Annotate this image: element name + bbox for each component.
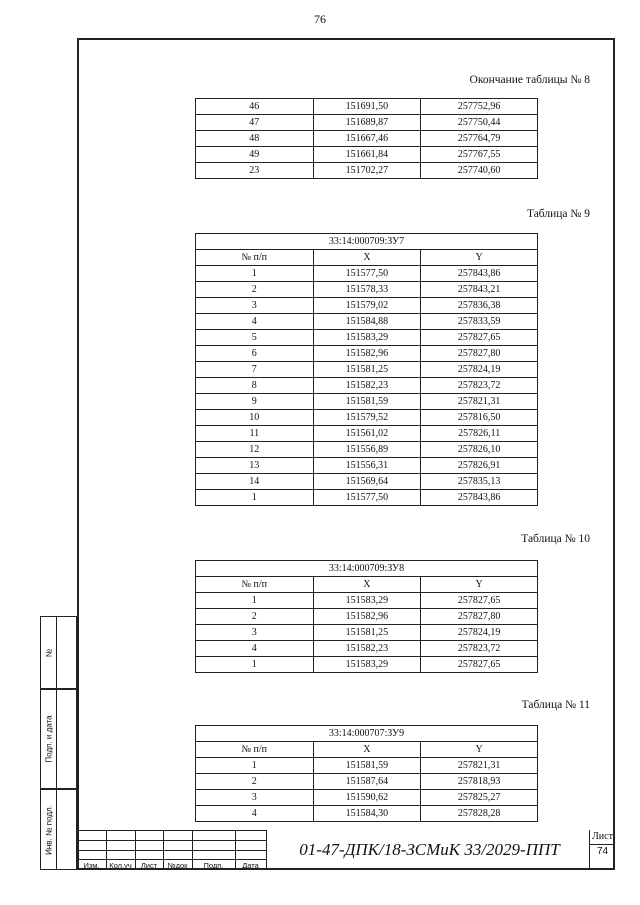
y-cell: 257843,86 [421, 490, 538, 506]
table-row [196, 163, 538, 179]
point-number-cell: 4 [196, 806, 314, 822]
point-number-cell: 4 [196, 641, 314, 657]
x-cell: 151582,23 [313, 641, 421, 657]
table11-header-num: № п/п [196, 742, 314, 758]
x-cell: 151556,31 [313, 458, 421, 474]
table10-header-num: № п/п [196, 577, 314, 593]
side-cell-inventory [40, 789, 77, 870]
point-number-cell: 3 [196, 298, 314, 314]
y-cell: 257826,91 [421, 458, 538, 474]
table-row [196, 426, 538, 442]
x-cell: 151583,29 [313, 657, 421, 673]
point-number-cell: 1 [196, 490, 314, 506]
table9-header-y: Y [421, 250, 538, 266]
stamp-header-change: Изм. [83, 861, 100, 870]
x-cell: 151581,25 [313, 625, 421, 641]
x-cell: 151584,30 [313, 806, 421, 822]
point-number-cell: 8 [196, 378, 314, 394]
table9-title: 33:14:000709:ЗУ7 [196, 234, 538, 250]
table10 [195, 560, 538, 673]
point-number-cell: 6 [196, 346, 314, 362]
side-label-sign-date: Подп. и дата [44, 715, 53, 763]
table9-header-num: № п/п [196, 250, 314, 266]
x-cell: 151569,64 [313, 474, 421, 490]
table-row [196, 99, 538, 115]
y-cell: 257821,31 [421, 758, 538, 774]
table11 [195, 725, 538, 822]
point-number-cell: 46 [196, 99, 314, 115]
stamp-header-count: Кол.уч [109, 861, 132, 870]
point-number-cell: 1 [196, 593, 314, 609]
table-row [196, 378, 538, 394]
table-row [196, 474, 538, 490]
table8-caption: Окончание таблицы № 8 [469, 74, 590, 86]
x-cell: 151581,25 [313, 362, 421, 378]
point-number-cell: 23 [196, 163, 314, 179]
y-cell: 257767,55 [421, 147, 538, 163]
x-cell: 151587,64 [313, 774, 421, 790]
table-row [196, 115, 538, 131]
y-cell: 257833,59 [421, 314, 538, 330]
x-cell: 151581,59 [313, 758, 421, 774]
table-row [196, 282, 538, 298]
side-cell-number [40, 616, 77, 689]
table10-header-x: X [313, 577, 421, 593]
document-code: 01-47-ДПК/18-ЗСМиК 33/2029-ППТ [266, 830, 592, 870]
table-row [196, 490, 538, 506]
title-block [77, 830, 615, 870]
x-cell: 151583,29 [313, 330, 421, 346]
table-row [196, 410, 538, 426]
y-cell: 257825,27 [421, 790, 538, 806]
stamp-header-date: Дата [242, 861, 259, 870]
side-label-inventory: Инв. № подл. [44, 804, 53, 855]
table11-title: 33:14:000707:ЗУ9 [196, 726, 538, 742]
table10-title: 33:14:000709:ЗУ8 [196, 561, 538, 577]
x-cell: 151578,33 [313, 282, 421, 298]
y-cell: 257740,60 [421, 163, 538, 179]
title-block-grid [77, 830, 266, 870]
y-cell: 257828,28 [421, 806, 538, 822]
x-cell: 151579,52 [313, 410, 421, 426]
table-row [196, 609, 538, 625]
y-cell: 257816,50 [421, 410, 538, 426]
point-number-cell: 3 [196, 790, 314, 806]
x-cell: 151582,96 [313, 346, 421, 362]
side-label-number: № [44, 648, 53, 657]
y-cell: 257764,79 [421, 131, 538, 147]
y-cell: 257827,65 [421, 657, 538, 673]
point-number-cell: 3 [196, 625, 314, 641]
point-number-cell: 4 [196, 314, 314, 330]
table-row [196, 314, 538, 330]
x-cell: 151702,27 [313, 163, 421, 179]
x-cell: 151584,88 [313, 314, 421, 330]
sheet-cell [589, 830, 615, 870]
table-row [196, 641, 538, 657]
y-cell: 257826,10 [421, 442, 538, 458]
y-cell: 257843,21 [421, 282, 538, 298]
y-cell: 257818,93 [421, 774, 538, 790]
table9 [195, 233, 538, 506]
sheet-number: 74 [596, 846, 609, 857]
table-row [196, 147, 538, 163]
table10-caption: Таблица № 10 [521, 533, 590, 545]
point-number-cell: 49 [196, 147, 314, 163]
table11-header-x: X [313, 742, 421, 758]
x-cell: 151667,46 [313, 131, 421, 147]
point-number-cell: 5 [196, 330, 314, 346]
y-cell: 257823,72 [421, 641, 538, 657]
point-number-cell: 1 [196, 266, 314, 282]
table11-caption: Таблица № 11 [521, 699, 590, 711]
table8 [195, 98, 538, 179]
point-number-cell: 9 [196, 394, 314, 410]
point-number-cell: 14 [196, 474, 314, 490]
table-row [196, 790, 538, 806]
x-cell: 151583,29 [313, 593, 421, 609]
x-cell: 151577,50 [313, 266, 421, 282]
y-cell: 257752,96 [421, 99, 538, 115]
table11-header-y: Y [421, 742, 538, 758]
table-row [196, 625, 538, 641]
table-row [196, 362, 538, 378]
point-number-cell: 2 [196, 774, 314, 790]
table-row [196, 458, 538, 474]
table-row [196, 330, 538, 346]
table-row [196, 346, 538, 362]
table9-header-x: X [313, 250, 421, 266]
y-cell: 257836,38 [421, 298, 538, 314]
x-cell: 151577,50 [313, 490, 421, 506]
table-row [196, 394, 538, 410]
table-row [196, 131, 538, 147]
y-cell: 257824,19 [421, 625, 538, 641]
x-cell: 151582,96 [313, 609, 421, 625]
stamp-header-sign: Подп. [203, 861, 224, 870]
table-row [196, 442, 538, 458]
table-row [196, 774, 538, 790]
y-cell: 257827,65 [421, 593, 538, 609]
x-cell: 151561,02 [313, 426, 421, 442]
point-number-cell: 12 [196, 442, 314, 458]
point-number-cell: 13 [196, 458, 314, 474]
table-row [196, 298, 538, 314]
point-number-cell: 7 [196, 362, 314, 378]
y-cell: 257826,11 [421, 426, 538, 442]
sheet-label: Лист [590, 830, 615, 845]
x-cell: 151691,50 [313, 99, 421, 115]
y-cell: 257843,86 [421, 266, 538, 282]
point-number-cell: 2 [196, 282, 314, 298]
table-row [196, 657, 538, 673]
x-cell: 151556,89 [313, 442, 421, 458]
y-cell: 257824,19 [421, 362, 538, 378]
x-cell: 151689,87 [313, 115, 421, 131]
y-cell: 257827,80 [421, 346, 538, 362]
x-cell: 151582,23 [313, 378, 421, 394]
y-cell: 257823,72 [421, 378, 538, 394]
point-number-cell: 11 [196, 426, 314, 442]
x-cell: 151579,02 [313, 298, 421, 314]
y-cell: 257821,31 [421, 394, 538, 410]
point-number-cell: 10 [196, 410, 314, 426]
point-number-cell: 1 [196, 758, 314, 774]
y-cell: 257827,80 [421, 609, 538, 625]
stamp-header-sheet: Лист [140, 861, 158, 870]
point-number-cell: 48 [196, 131, 314, 147]
table-row [196, 806, 538, 822]
stamp-header-doc: №док [167, 861, 188, 870]
table-row [196, 593, 538, 609]
table10-header-y: Y [421, 577, 538, 593]
point-number-cell: 47 [196, 115, 314, 131]
x-cell: 151590,62 [313, 790, 421, 806]
point-number-cell: 1 [196, 657, 314, 673]
y-cell: 257750,44 [421, 115, 538, 131]
table-row [196, 758, 538, 774]
point-number-cell: 2 [196, 609, 314, 625]
x-cell: 151581,59 [313, 394, 421, 410]
x-cell: 151661,84 [313, 147, 421, 163]
table-row [196, 266, 538, 282]
side-cell-sign-date [40, 689, 77, 789]
table9-caption: Таблица № 9 [526, 208, 590, 220]
y-cell: 257835,13 [421, 474, 538, 490]
page-number: 76 [314, 12, 326, 26]
y-cell: 257827,65 [421, 330, 538, 346]
